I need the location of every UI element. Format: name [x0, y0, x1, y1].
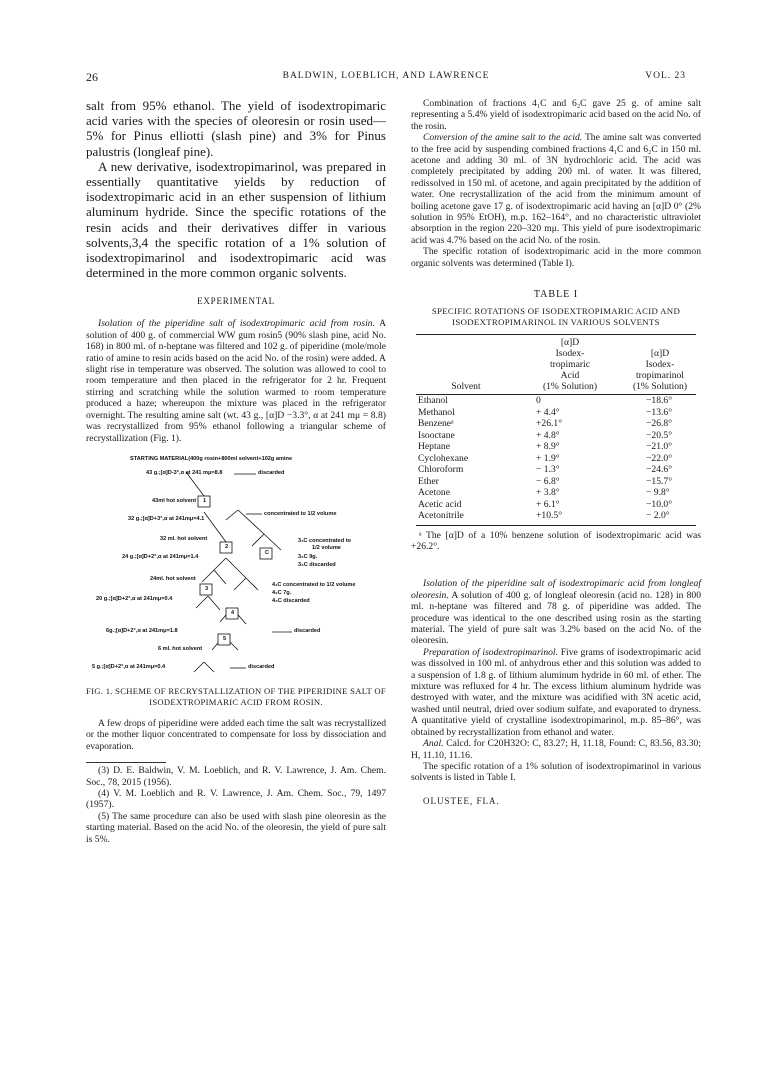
acid-cell: +10.5°	[536, 510, 563, 522]
scheme-conc-label: concentrated to 1/2 volume	[264, 510, 337, 517]
footnote-rule	[86, 762, 166, 763]
scheme-step-label: 43 g.;[α]D-3°,α at 241 mμ=8.8	[146, 469, 223, 476]
paragraph-body: A solution of 400 g. of longleaf oleoresin (acid no. 128) in 800 ml. n-heptane was filtered and 78 g. of piperidine was added. The procedure was identical to the one described using rosin as the starting material. The yield of pure salt was 3.2% based on the acid No. of the oleoresin.	[411, 589, 701, 647]
scheme-step-label: 20 g.;[α]D+2°,α at 241mμ=0.4	[96, 595, 173, 602]
alcohol-cell: − 9.8°	[646, 487, 670, 499]
body-paragraph: Combination of fractions 4₁C and 6₂C gave 25 g. of amine salt representing a 5.4% yield of isodextropimaric acid based on the acid No. of the rosin.	[411, 98, 701, 132]
header-line: Isodex-	[645, 359, 675, 371]
solvent-cell: Chloroform	[418, 464, 464, 476]
table-caption-line: SPECIFIC ROTATIONS OF ISODEXTROPIMARIC ACID AND	[431, 306, 681, 317]
alcohol-cell: −18.6°	[646, 395, 673, 407]
body-paragraph: A new derivative, isodextropimarinol, was prepared in essentially quantitative yields by reduction of isodextropimaric acid in an ether suspension of lithium aluminum hydride. Since the specific rotations of the resin acids and their derivatives differ in various solvents,3,4 the specific rotation of a 1% solution of isodextropimarinol and isodextropimaric acid was determined in the more common organic solvents.	[86, 158, 386, 281]
header-line: [α]D	[650, 348, 670, 360]
column-header-acid	[516, 335, 624, 395]
table-row	[416, 476, 696, 488]
solvent-cell: Acetone	[418, 487, 450, 499]
solvent-cell: Ethanol	[418, 395, 448, 407]
recrystallization-scheme-figure	[86, 450, 386, 680]
body-paragraph	[411, 578, 701, 646]
header-line: tropimarinol	[636, 370, 684, 382]
table-row	[416, 395, 696, 407]
scheme-conc-label: 1/2 volume	[312, 544, 341, 551]
scheme-discard-label: discarded	[258, 469, 285, 476]
header-line: tropimaric	[550, 359, 590, 371]
scheme-fraction-box: 1	[203, 497, 207, 504]
section-heading: EXPERIMENTAL	[197, 296, 275, 307]
acid-cell: − 6.8°	[536, 475, 560, 487]
scheme-conc-label: 3₁C concentrated to	[298, 537, 351, 544]
paragraph-title: Anal.	[423, 738, 444, 750]
table-footnote: ᵃ The [α]D of a 10% benzene solution of isodextropimaric acid was +26.2°.	[411, 529, 701, 552]
figure-caption: FIG. 1. SCHEME OF RECRYSTALLIZATION OF THE PIPERIDINE SALT OF ISODEXTROPIMARIC ACID FROM ROSIN.	[86, 685, 386, 707]
acid-cell: + 3.8°	[536, 487, 560, 499]
alcohol-cell: −24.6°	[646, 464, 673, 476]
scheme-discard-label: 4₃C discarded	[272, 597, 310, 604]
scheme-fraction-box: 4	[231, 609, 235, 616]
paragraph-title: Preparation of isodextropimarinol.	[423, 646, 558, 658]
scheme-discard-label: 3₃C discarded	[298, 561, 336, 568]
table-row	[416, 464, 696, 476]
alcohol-cell: −13.6°	[646, 406, 673, 418]
header-line: Acid	[560, 370, 580, 382]
table-row	[416, 430, 696, 442]
alcohol-cell: −20.5°	[646, 429, 673, 441]
body-paragraph	[411, 738, 701, 761]
paragraph-title: Conversion of the amine salt to the acid.	[423, 132, 583, 144]
table-caption-line: ISODEXTROPIMARINOL IN VARIOUS SOLVENTS	[452, 317, 660, 328]
paragraph-title: Isolation of the piperidine salt of isodextropimaric acid from rosin.	[98, 318, 375, 330]
header-line: Isodex-	[555, 348, 585, 360]
scheme-yield-label: 3₂C 9g.	[298, 553, 318, 560]
scheme-step-label: 6g.;[α]D+2°,α at 241mμ=1.8	[106, 627, 178, 634]
table-row	[416, 510, 696, 525]
solvent-cell: Cyclohexane	[418, 452, 469, 464]
running-header	[86, 70, 686, 86]
scheme-solvent-label: 43ml hot solvent	[152, 497, 197, 504]
alcohol-cell: − 2.0°	[646, 510, 670, 522]
scheme-step-label: 32 g.;[α]D+3°,α at 241mμ=4.1	[128, 515, 205, 522]
table-header-row	[416, 335, 696, 395]
scheme-discard-label: discarded	[248, 663, 275, 670]
scheme-lines	[86, 450, 386, 680]
page-number: 26	[86, 70, 98, 84]
rotation-table	[416, 334, 696, 526]
scheme-step-label: 5 g.;[α]D+2°,α at 241mμ=0.4	[92, 663, 166, 670]
alcohol-cell: −26.8°	[646, 418, 673, 430]
acid-cell: + 4.8°	[536, 429, 560, 441]
alcohol-cell: −10.0°	[646, 498, 673, 510]
acid-cell: + 1.9°	[536, 452, 560, 464]
table-row	[416, 441, 696, 453]
acid-cell: + 6.1°	[536, 498, 560, 510]
affiliation-place: OLUSTEE, FLA.	[423, 795, 500, 806]
scheme-discard-label: discarded	[294, 627, 321, 634]
running-title: BALDWIN, LOEBLICH, AND LAWRENCE	[282, 71, 490, 81]
reference-3: (3) D. E. Baldwin, V. M. Loeblich, and R. V. Lawrence, J. Am. Chem. Soc., 78, 2015 (1956).	[86, 765, 386, 788]
body-paragraph	[411, 647, 701, 738]
scheme-solvent-label: 6 ml. hot solvent	[158, 645, 203, 652]
scheme-solvent-label: 32 ml. hot solvent	[160, 535, 208, 542]
alcohol-cell: −21.0°	[646, 441, 673, 453]
table-row	[416, 499, 696, 511]
table-row	[416, 407, 696, 419]
solvent-cell: Heptane	[418, 441, 450, 453]
reference-5: (5) The same procedure can also be used with slash pine oleoresin as the starting material. Based on the acid No. of the oleoresin, the yield of pure salt is 5%.	[86, 810, 386, 845]
acid-cell: +26.1°	[536, 418, 563, 430]
column-header-solvent: Solvent	[451, 381, 481, 393]
table-caption	[411, 306, 701, 328]
body-paragraph: The specific rotation of isodextropimaric acid in the more common organic solvents was determined (Table I).	[411, 246, 701, 269]
paragraph-title: Isolation of the piperidine salt of isodextropimaric acid from longleaf oleoresin.	[411, 578, 701, 601]
experimental-paragraph	[86, 318, 386, 443]
body-paragraph: A few drops of piperidine were added each time the salt was recrystallized or the mother liquor concentrated to compensate for loss by dissociation and evaporation.	[86, 717, 386, 752]
solvent-cell: Ether	[418, 475, 439, 487]
table-row	[416, 487, 696, 499]
scheme-fraction-box: 3	[205, 585, 209, 592]
acid-cell: + 4.4°	[536, 406, 560, 418]
scheme-fraction-box: C	[265, 549, 270, 556]
solvent-cell: Acetonitrile	[418, 510, 464, 522]
paragraph-body: Five grams of isodextropimaric acid was dissolved in 100 ml. of anhydrous ether and this solution was added to a suspension of 1.8 g. of lithium aluminum hydride in 60 ml. of ether. The mixture was refluxed for 4 hr. The excess lithium aluminum hydride was destroyed with water, and the mixture was acidified with 3N acetic acid, washed until neutral, dried over sodium sulfate, and evaporated to dryness. A quantitative yield of crystalline isodextropimarinol, m.p. 85–86°, was obtained by recrystallization from ethanol and water.	[411, 646, 701, 738]
table-row	[416, 418, 696, 430]
reference-4: (4) V. M. Loeblich and R. V. Lawrence, J. Am. Chem. Soc., 79, 1497 (1957).	[86, 787, 386, 811]
paragraph-body: Calcd. for C20H32O: C, 83.27; H, 11.18, Found: C, 83.56, 83.30; H, 11.10, 11.16.	[411, 738, 701, 761]
acid-cell: + 8.9°	[536, 441, 560, 453]
acid-cell: 0	[536, 395, 541, 407]
header-line: (1% Solution)	[542, 381, 598, 393]
right-column	[411, 98, 701, 806]
solvent-cell: Acetic acid	[418, 498, 462, 510]
scheme-fraction-box: 2	[225, 543, 229, 550]
scheme-solvent-label: 24ml. hot solvent	[150, 575, 196, 582]
scheme-fraction-box: 5	[223, 635, 227, 642]
column-header-alcohol	[624, 335, 696, 395]
scheme-step-label: 24 g.;[α]D+2°,α at 241mμ=1.4	[122, 553, 199, 560]
paragraph-body: The amine salt was converted to the free acid by suspending combined fractions 4₁C and 6₂C in 150 ml. acetone and adding 30 ml. of 3N hydrochloric acid. The acid was completely precipitated by adding 200 ml. of water. It was filtered, redissolved in 150 ml. of acetone, and again precipitated by the addition of water. One recrystallization of the acid from the minimum amount of boiling acetone gave 17 g. of isodextropimaric acid having an [α]D 0° (2% solution in 95% EtOH), m.p. 162–164°, and no characteristic ultraviolet absorption in the region 220–320 mμ. This yield of pure isodextropimaric acid was 4.7% based on the acid No. of the rosin.	[411, 132, 701, 246]
solvent-cell: Benzeneᵃ	[418, 418, 454, 430]
header-line: (1% Solution)	[632, 381, 688, 393]
table-title: TABLE I	[533, 289, 579, 301]
solvent-cell: Isooctane	[418, 429, 455, 441]
scheme-conc-label: 4₁C concentrated to 1/2 volume	[272, 581, 356, 588]
volume-label: VOL. 23	[645, 71, 686, 81]
body-paragraph: The specific rotation of a 1% solution of isodextropimarinol in various solvents is listed in Table I.	[411, 760, 701, 784]
acid-cell: − 1.3°	[536, 464, 560, 476]
solvent-cell: Methanol	[418, 406, 455, 418]
header-line: [α]D	[560, 337, 580, 349]
alcohol-cell: −15.7°	[646, 475, 673, 487]
scheme-yield-label: 4₂C 7g.	[272, 589, 292, 596]
alcohol-cell: −22.0°	[646, 452, 673, 464]
scheme-start-label: STARTING MATERIAL(400g rosin+800ml solvent+102g amine	[130, 455, 293, 462]
body-paragraph: salt from 95% ethanol. The yield of isodextropimaric acid varies with the species of oleoresin or rosin used—5% for Pinus elliotti (slash pine) and 3% for Pinus palustris (longleaf pine).	[86, 98, 386, 159]
paragraph-body: A solution of 400 g. of commercial WW gum rosin5 (90% slash pine, acid No. 168) in 800 ml. of n-heptane was filtered and 102 g. of piperidine (mole/mole ratio of amine to resin acids based on the acid No. of the rosin) were added. A slight rise in temperature was observed. The solution was allowed to cool to room temperature and then placed in the refrigerator for 2 hr. Frequent stirring and scratching while the solution warmed to room temperature produced a haze; whereupon the mixture was placed in the refrigerator overnight. The resulting amine salt (wt. 43 g., [α]D −3.3°, α at 241 mμ = 8.8) was recrystallized from 95% ethanol following a triangular scheme of recrystallization (Fig. 1).	[86, 318, 386, 444]
left-column	[86, 98, 386, 845]
body-paragraph	[411, 132, 701, 246]
table-row	[416, 453, 696, 465]
